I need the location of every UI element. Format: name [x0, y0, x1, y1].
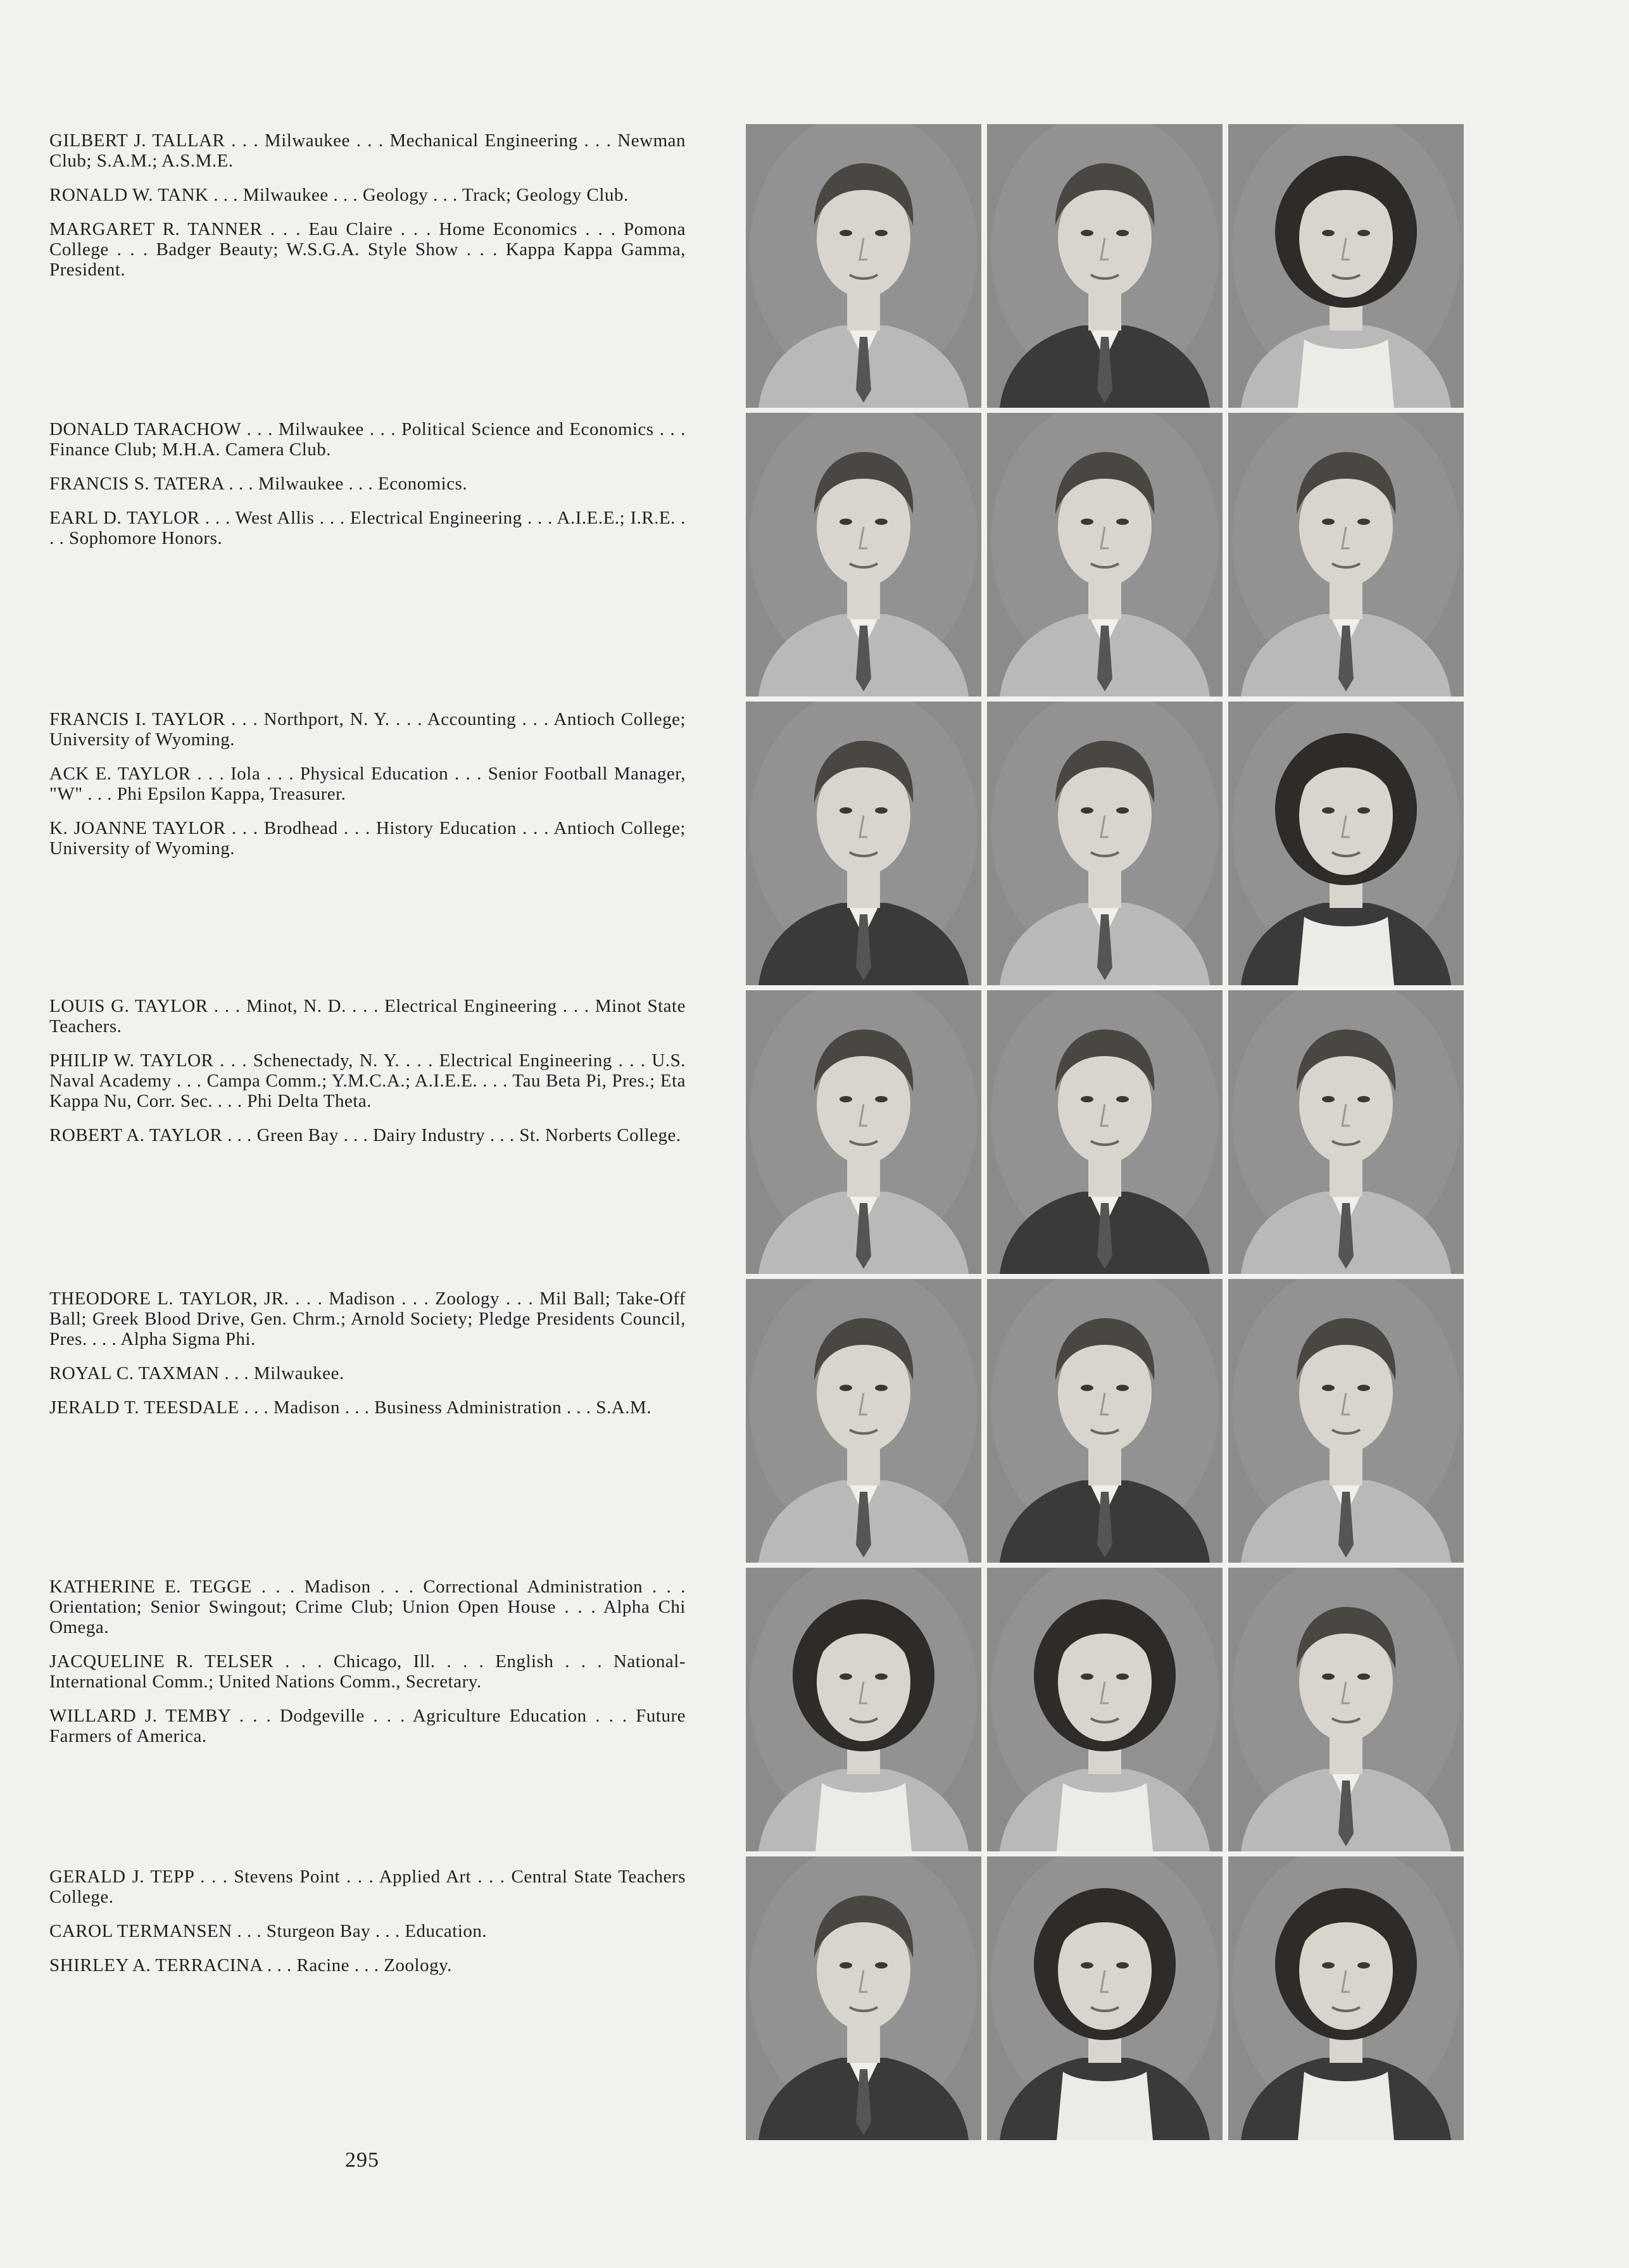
student-entry: FRANCIS I. TAYLOR . . . Northport, N. Y. . . . Accounting . . . Antioch College; University of Wyoming. [49, 709, 686, 750]
student-entry: ACK E. TAYLOR . . . Iola . . . Physical Education . . . Senior Football Manager, "W" . . . Phi Epsilon Kappa, Treasurer. [49, 764, 686, 804]
student-entry: EARL D. TAYLOR . . . West Allis . . . Electrical Engineering . . . A.I.E.E.; I.R.E. . . . Sophomore Honors. [49, 508, 686, 548]
student-portrait [746, 1279, 981, 1563]
student-entry: CAROL TERMANSEN . . . Sturgeon Bay . . . Education. [49, 1921, 487, 1941]
student-entry: PHILIP W. TAYLOR . . . Schenectady, N. Y. . . . Electrical Engineering . . . U.S. Naval Academy . . . Campa Comm.; Y.M.C.A.; A.I.E.E. . . . Tau Beta Pi, Pres.; Eta Kappa Nu, Corr. Sec. . . . Phi Delta Theta. [49, 1050, 686, 1111]
portrait-row [746, 1279, 1464, 1563]
portrait-row [746, 702, 1464, 985]
listing-group [49, 709, 686, 873]
listing-group [49, 996, 686, 1159]
student-portrait [746, 1856, 981, 2140]
student-portrait [1228, 1279, 1464, 1563]
portrait-row [746, 990, 1464, 1274]
student-entry: DONALD TARACHOW . . . Milwaukee . . . Political Science and Economics . . . Finance Club; M.H.A. Camera Club. [49, 419, 686, 460]
portrait-row [746, 1568, 1464, 1851]
student-entry: ROBERT A. TAYLOR . . . Green Bay . . . Dairy Industry . . . St. Norberts College. [49, 1125, 681, 1145]
listing-group [49, 419, 686, 562]
portrait-row [746, 413, 1464, 696]
student-entry: MARGARET R. TANNER . . . Eau Claire . . . Home Economics . . . Pomona College . . . Badger Beauty; W.S.G.A. Style Show . . . Kappa Kappa Gamma, President. [49, 219, 686, 280]
student-entry: JACQUELINE R. TELSER . . . Chicago, Ill. . . . English . . . National-International Comm.; United Nations Comm., Secretary. [49, 1651, 686, 1692]
student-portrait [987, 990, 1223, 1274]
student-portrait [1228, 702, 1464, 985]
page-number: 295 [345, 2148, 379, 2172]
student-entry: ROYAL C. TAXMAN . . . Milwaukee. [49, 1363, 344, 1383]
student-entry: FRANCIS S. TATERA . . . Milwaukee . . . Economics. [49, 474, 468, 494]
listing-group [49, 1867, 686, 1989]
student-portrait [746, 990, 981, 1274]
listing-group [49, 130, 686, 294]
student-portrait [987, 413, 1223, 696]
student-portrait [746, 1568, 981, 1851]
student-entry: THEODORE L. TAYLOR, JR. . . . Madison . . . Zoology . . . Mil Ball; Take-Off Ball; Greek Blood Drive, Gen. Chrm.; Arnold Society; Pledge Presidents Council, Pres. . . . Alpha Sigma Phi. [49, 1288, 686, 1349]
portrait-row [746, 1856, 1464, 2140]
student-portrait [746, 413, 981, 696]
student-entry: SHIRLEY A. TERRACINA . . . Racine . . . Zoology. [49, 1955, 452, 1975]
student-portrait [1228, 413, 1464, 696]
student-portrait [1228, 1856, 1464, 2140]
portrait-row [746, 124, 1464, 408]
student-portrait [746, 124, 981, 408]
student-portrait [1228, 124, 1464, 408]
listing-group [49, 1577, 686, 1760]
student-portrait [987, 702, 1223, 985]
student-entry: WILLARD J. TEMBY . . . Dodgeville . . . Agriculture Education . . . Future Farmers of America. [49, 1706, 686, 1746]
student-entry: GILBERT J. TALLAR . . . Milwaukee . . . Mechanical Engineering . . . Newman Club; S.A.M.; A.S.M.E. [49, 130, 686, 171]
student-entry: KATHERINE E. TEGGE . . . Madison . . . Correctional Administration . . . Orientation; Senior Swingout; Crime Club; Union Open House . . . Alpha Chi Omega. [49, 1577, 686, 1637]
student-entry: RONALD W. TANK . . . Milwaukee . . . Geology . . . Track; Geology Club. [49, 185, 629, 205]
student-portrait [987, 1856, 1223, 2140]
student-entry: JERALD T. TEESDALE . . . Madison . . . Business Administration . . . S.A.M. [49, 1397, 652, 1418]
student-portrait [987, 1279, 1223, 1563]
student-portrait [987, 124, 1223, 408]
student-entry: K. JOANNE TAYLOR . . . Brodhead . . . History Education . . . Antioch College; University of Wyoming. [49, 818, 686, 859]
student-portrait [746, 702, 981, 985]
student-portrait [987, 1568, 1223, 1851]
student-entry: LOUIS G. TAYLOR . . . Minot, N. D. . . . Electrical Engineering . . . Minot State Teachers. [49, 996, 686, 1036]
student-entry: GERALD J. TEPP . . . Stevens Point . . . Applied Art . . . Central State Teachers College. [49, 1867, 686, 1907]
listing-group [49, 1288, 686, 1432]
student-portrait [1228, 1568, 1464, 1851]
student-portrait [1228, 990, 1464, 1274]
